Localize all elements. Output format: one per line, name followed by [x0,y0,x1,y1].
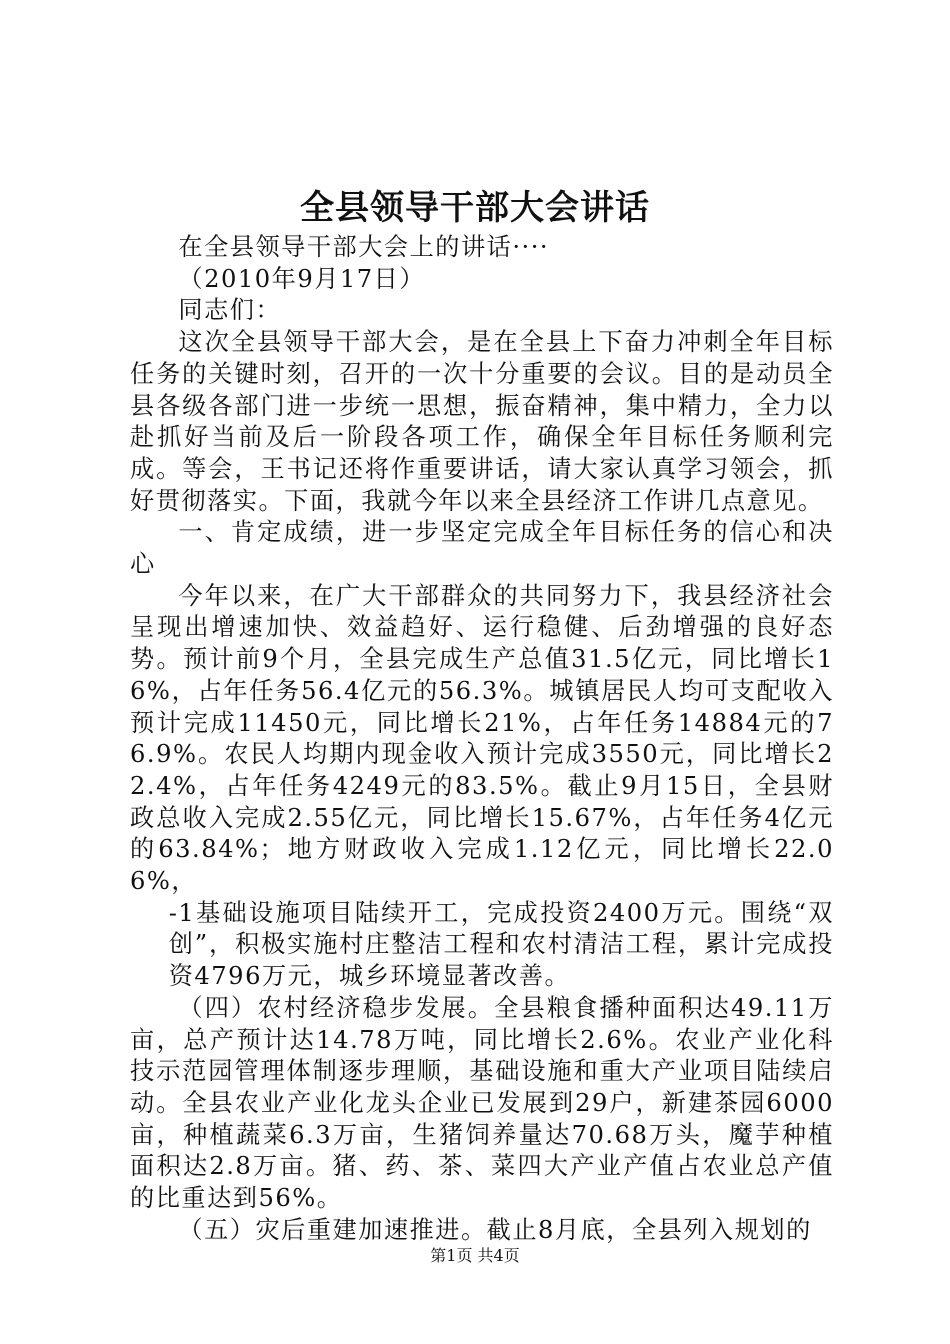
document-body [130,232,834,1247]
document-title: 全县领导干部大会讲话 [300,188,650,228]
speech-heading: 在全县领导干部大会上的讲话···· [178,233,550,261]
paragraph-achievements: 今年以来，在广大干部群众的共同努力下，我县经济社会呈现出增速加快、效益趋好、运行稳健、后劲增强的良好态势。预计前9个月，全县完成生产总值31.5亿元，同比增长16%，占年任务56.4亿元的56.3%。城镇居民人均可支配收入预计完成11450元，同比增长21%，占年任务14884元的76.9%。农民人均期内现金收入预计完成3550元，同比增长22.4%，占年任务4249元的83.5%。截止9月15日，全县财政总收入完成2.55亿元，同比增长15.67%，占年任务4亿元的63.84%；地方财政收入完成1.12亿元，同比增长22.06%， [130,581,834,896]
paragraph-infrastructure: -1基础设施项目陆续开工，完成投资2400万元。围绕“双创”，积极实施村庄整洁工程和农村清洁工程，累计完成投资4796万元，城乡环境显著改善。 [168,898,834,991]
paragraph-reconstruction: （五）灾后重建加速推进。截止8月底，全县列入规划的 [178,1215,812,1244]
speech-date: （2010年9月17日） [178,264,426,293]
section-heading-1: 一、肯定成绩，进一步坚定完成全年目标任务的信心和决心 [130,518,834,579]
paragraph-rural-economy: （四）农村经济稳步发展。全县粮食播种面积达49.11万亩，总产预计达14.78万吨，同比增长2.6%。农业产业化科技示范园管理体制逐步理顺，基础设施和重大产业项目陆续启动。全县农业产业化龙头企业已发展到29户，新建茶园6000亩，种植蔬菜6.3万亩，生猪饲养量达70.68万头，魔芋种植面积达2.8万亩。猪、药、茶、菜四大产业产值占农业总产值的比重达到56%。 [130,993,834,1213]
salutation: 同志们： [178,296,282,325]
paragraph-intro: 这次全县领导干部大会，是在全县上下奋力冲刺全年目标任务的关键时刻，召开的一次十分重要的会议。目的是动员全县各级各部门进一步统一思想，振奋精神，集中精力，全力以赴抓好当前及后一阶段各项工作，确保全年目标任务顺利完成。等会，王书记还将作重要讲话，请大家认真学习领会，抓好贯彻落实。下面，我就今年以来全县经济工作讲几点意见。 [130,328,834,515]
page-footer: 第1页 共4页 [430,1246,520,1265]
